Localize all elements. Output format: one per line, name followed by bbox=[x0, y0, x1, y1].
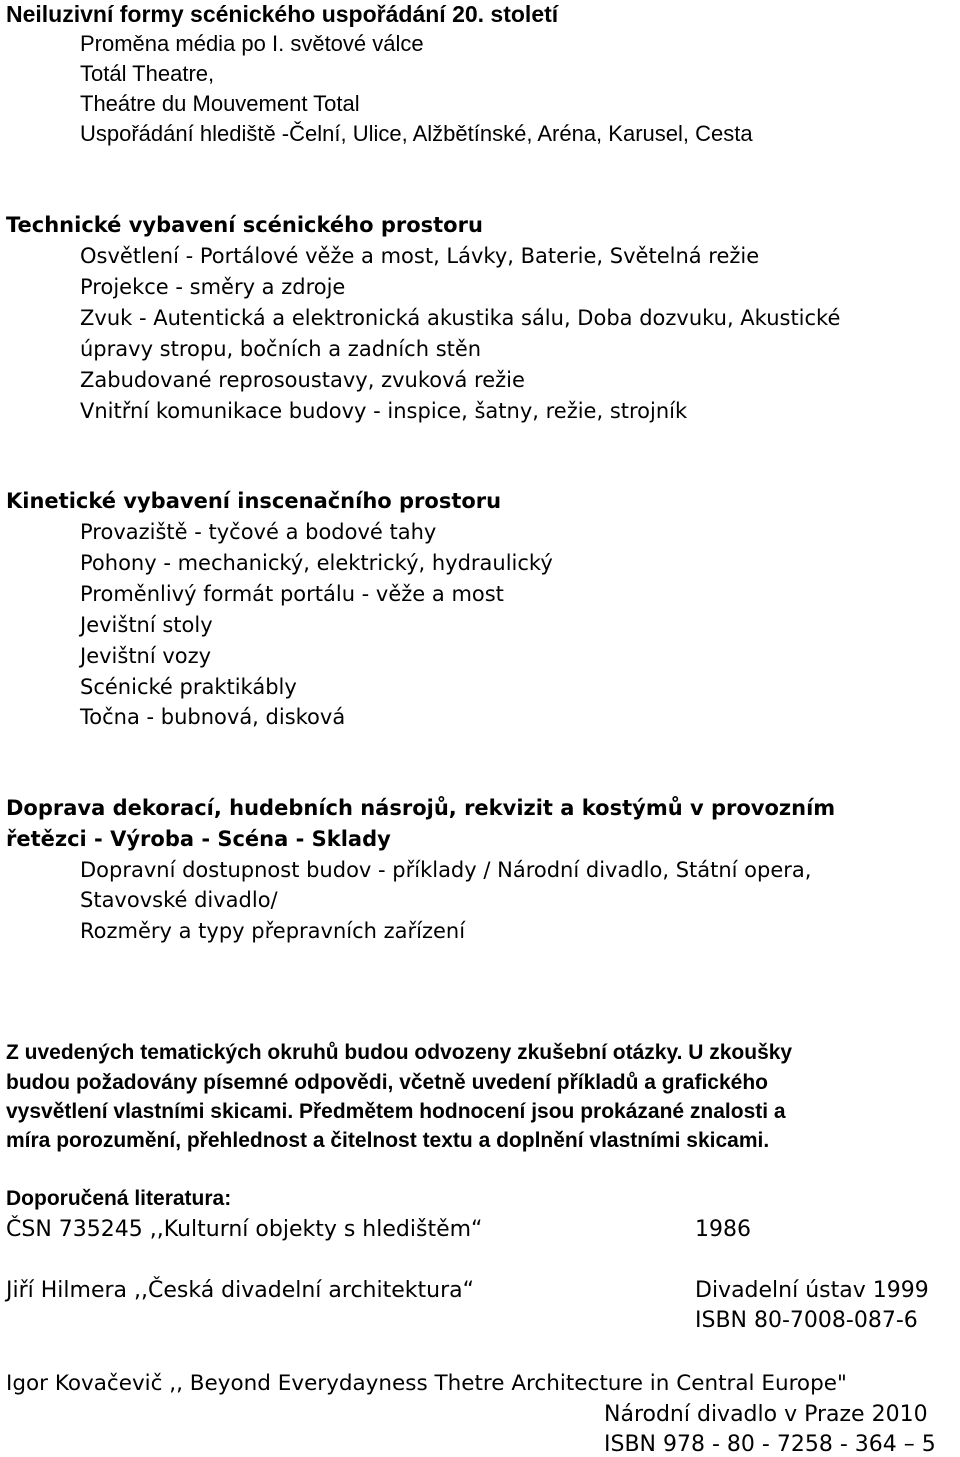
list-item: Pohony - mechanický, elektrický, hydraulický bbox=[80, 551, 553, 575]
list-item: Projekce - směry a zdroje bbox=[80, 275, 346, 299]
section-heading: Doprava dekorací, hudebních násrojů, rekvizit a kostýmů v provozním bbox=[6, 796, 836, 820]
section-heading: řetězci - Výroba - Scéna - Sklady bbox=[6, 827, 391, 851]
literature-entry-detail: 1986 bbox=[695, 1217, 751, 1242]
section-heading: Kinetické vybavení inscenačního prostoru bbox=[6, 489, 502, 513]
list-item: Uspořádání hlediště -Čelní, Ulice, Alžbětínské, Aréna, Karusel, Cesta bbox=[80, 121, 753, 146]
list-item: Theátre du Mouvement Total bbox=[80, 91, 360, 116]
exam-note-line: míra porozumění, přehlednost a čitelnost textu a doplnění vlastními skicami. bbox=[6, 1129, 770, 1152]
section-heading: Technické vybavení scénického prostoru bbox=[6, 213, 483, 237]
list-item: Zvuk - Autentická a elektronická akustika sálu, Doba dozvuku, Akustické bbox=[80, 306, 841, 330]
literature-entry-detail: ISBN 80-7008-087-6 bbox=[695, 1308, 918, 1333]
literature-heading: Doporučená literatura: bbox=[6, 1187, 232, 1210]
list-item: Stavovské divadlo/ bbox=[80, 888, 278, 912]
list-item: Totál Theatre, bbox=[80, 61, 215, 86]
literature-entry-detail: ISBN 978 - 80 - 7258 - 364 – 5 bbox=[604, 1432, 936, 1457]
literature-entry-detail: Národní divadlo v Praze 2010 bbox=[604, 1402, 928, 1427]
list-item: Zabudované reprosoustavy, zvuková režie bbox=[80, 368, 525, 392]
list-item: Jevištní vozy bbox=[80, 644, 212, 668]
list-item: Provaziště - tyčové a bodové tahy bbox=[80, 520, 437, 544]
literature-entry-title: Jiří Hilmera ,,Česká divadelní architektura“ bbox=[6, 1278, 475, 1303]
exam-note-line: vysvětlení vlastními skicami. Předmětem hodnocení jsou prokázané znalosti a bbox=[6, 1100, 786, 1123]
section-heading: Neiluzivní formy scénického uspořádání 20. století bbox=[6, 1, 559, 27]
literature-entry-title: Igor Kovačevič ,, Beyond Everydayness Thetre Architecture in Central Europe" bbox=[6, 1371, 847, 1396]
literature-entry-detail: Divadelní ústav 1999 bbox=[695, 1278, 929, 1303]
list-item: Jevištní stoly bbox=[80, 613, 213, 637]
list-item: Proměna média po I. světové válce bbox=[80, 31, 424, 56]
list-item: Osvětlení - Portálové věže a most, Lávky, Baterie, Světelná režie bbox=[80, 244, 760, 268]
list-item: Scénické praktikábly bbox=[80, 675, 297, 699]
list-item: Točna - bubnová, disková bbox=[80, 705, 346, 729]
literature-entry-title: ČSN 735245 ,,Kulturní objekty s hledištěm“ bbox=[6, 1217, 483, 1242]
list-item: Dopravní dostupnost budov - příklady / Národní divadlo, Státní opera, bbox=[80, 858, 812, 882]
exam-note-line: Z uvedených tematických okruhů budou odvozeny zkušební otázky. U zkoušky bbox=[6, 1041, 793, 1064]
list-item: Proměnlivý formát portálu - věže a most bbox=[80, 582, 504, 606]
list-item: úpravy stropu, bočních a zadních stěn bbox=[80, 337, 482, 361]
exam-note-line: budou požadovány písemné odpovědi, včetně uvedení příkladů a grafického bbox=[6, 1071, 768, 1094]
list-item: Rozměry a typy přepravních zařízení bbox=[80, 919, 466, 943]
list-item: Vnitřní komunikace budovy - inspice, šatny, režie, strojník bbox=[80, 399, 688, 423]
